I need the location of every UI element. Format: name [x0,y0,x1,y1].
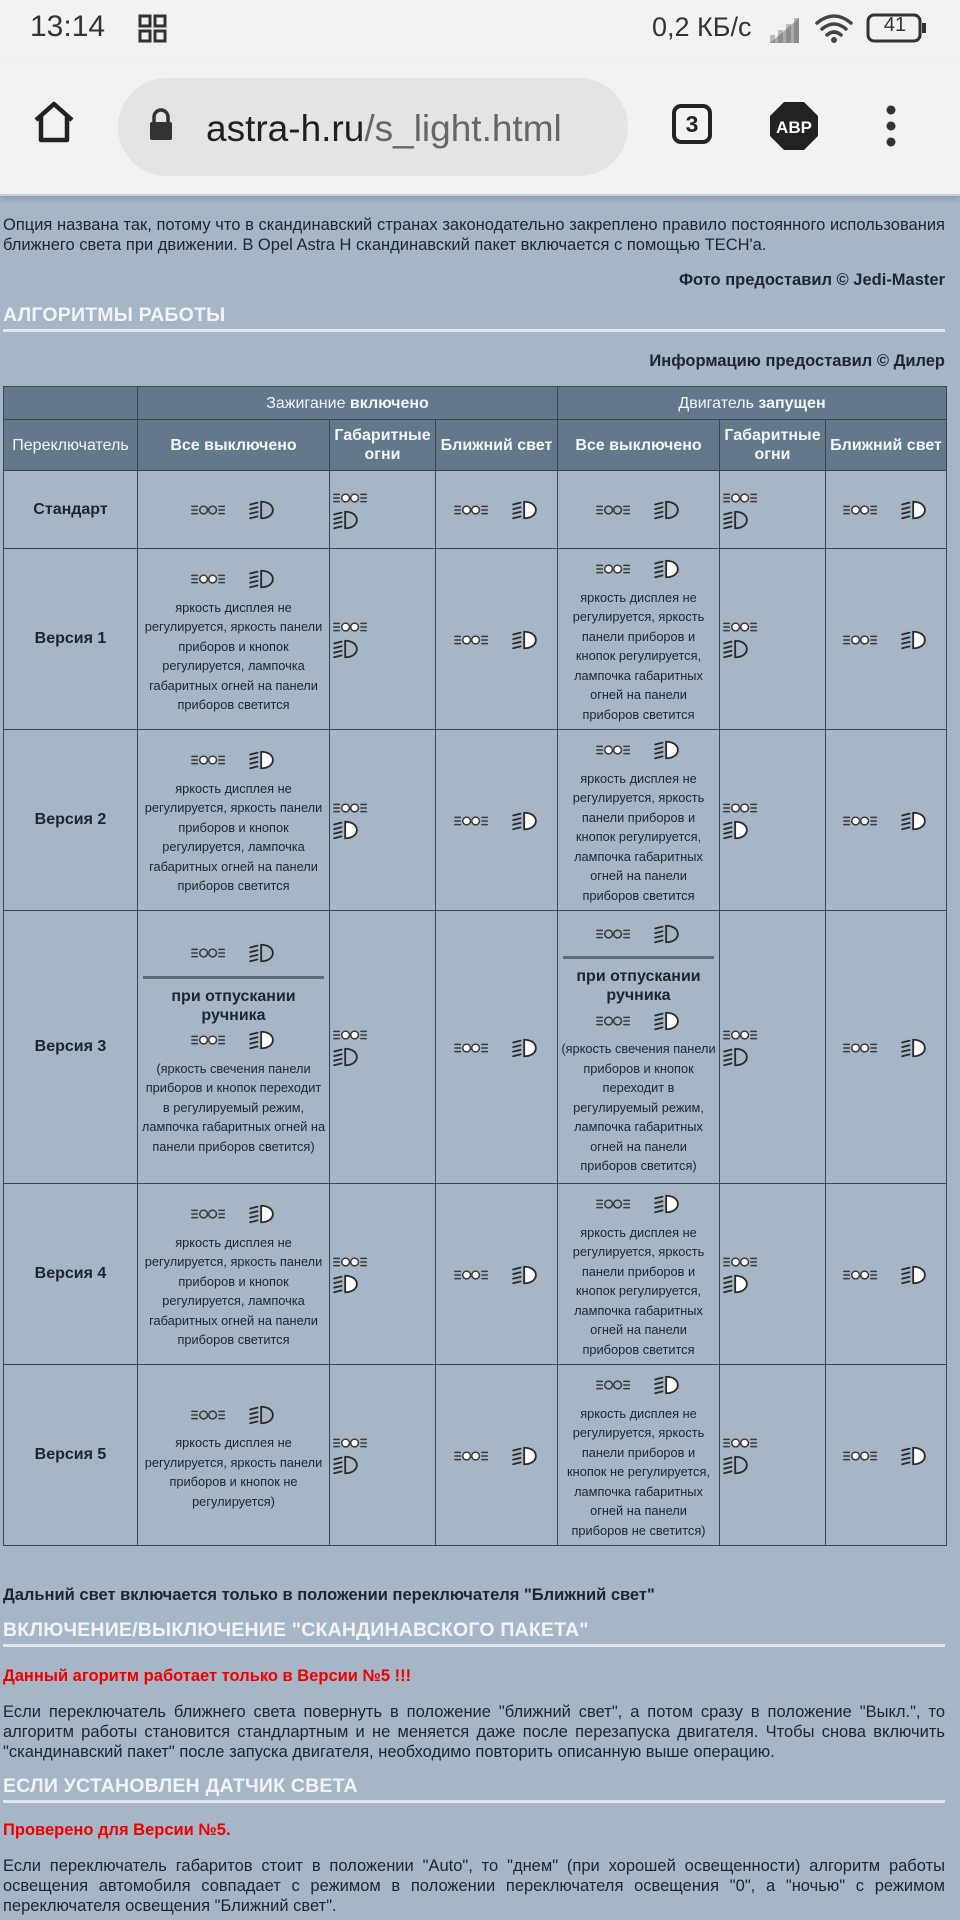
sidelight-on-icon [333,1253,432,1271]
cell-all-off [138,1184,330,1365]
low-beam-on-icon [654,558,682,580]
sidelight-on-icon [454,1447,490,1465]
cell-sidelights [720,471,826,549]
low-beam-on-icon [333,819,432,841]
network-speed: 0,2 КБ/с [652,12,752,42]
low-beam-on-icon [901,1445,929,1467]
adblock-icon[interactable] [768,100,820,157]
cell-note: яркость дисплея не регулируется, яркость панели приборов и кнопок не регулируется, лампочка габаритных огней на панели приборов не светится) [567,1405,710,1538]
cell-low-beam [826,730,947,911]
low-beam-on-icon [654,739,682,761]
signal-icon [770,15,804,48]
row-label: Версия 3 [4,911,138,1184]
cell-sidelights [720,1184,826,1365]
sidelight-on-icon [191,751,227,769]
cell-sidelights [330,1184,436,1365]
lock-icon [148,108,174,147]
cell-all-off [558,1184,720,1365]
header-all-off-ign: Все выключено [138,420,330,471]
sidelight-off-icon [191,501,227,519]
photo-credit: Фото предоставил © Jedi-Master [678,271,945,289]
divider [563,956,714,959]
version5-warning: Данный агоритм работает только в Версии №5 !!! [3,1667,412,1685]
cell-sidelights [330,471,436,549]
header-empty [4,387,138,420]
sidelight-on-icon [333,1434,432,1452]
intro-paragraph: Опция названа так, потому что в скандинавский странах законодательно закреплено правило постоянного использования ближнего света при движении. В Opel Astra H скандинавский пакет включается с помощью TECH'a. [3,216,945,254]
cell-low-beam [826,1365,947,1546]
cell-note: яркость дисплея не регулируется, яркость панели приборов и кнопок не регулируется) [144,1435,323,1509]
table-row [4,730,947,911]
cell-sidelights [720,730,826,911]
low-beam-on-icon [512,1037,540,1059]
low-beam-off-icon [723,638,822,660]
low-beam-on-icon [249,749,277,771]
sidelight-on-icon [454,1039,490,1057]
low-beam-off-icon [333,638,432,660]
table-row [4,1184,947,1365]
wifi-icon [814,12,854,49]
low-beam-on-icon [901,499,929,521]
low-beam-on-icon [723,819,822,841]
app-grid-icon [138,14,168,49]
sidelight-on-icon [454,501,490,519]
low-beam-on-icon [512,629,540,651]
url-path: /s_light.html [364,108,562,149]
section-heading-toggle: ВКЛЮЧЕНИЕ/ВЫКЛЮЧЕНИЕ "СКАНДИНАВСКОГО ПАКЕТА" [3,1619,945,1647]
cell-all-off [138,911,330,1184]
tab-switcher-button[interactable]: 3 [672,104,712,144]
sidelight-on-icon [843,1447,879,1465]
cell-all-off [558,1365,720,1546]
header-sidelights-eng: Габаритные огни [720,420,826,471]
row-label: Версия 4 [4,1184,138,1365]
cell-note: яркость дисплея не регулируется, яркость панели приборов и кнопок регулируется, лампочка габаритных огней на панели приборов светится [572,1224,705,1357]
cell-all-off [138,730,330,911]
sidelight-on-icon [191,1031,227,1049]
sidelight-on-icon [843,501,879,519]
cell-low-beam [826,1184,947,1365]
low-beam-off-icon [249,568,277,590]
cell-all-off [558,730,720,911]
address-bar[interactable] [118,78,628,176]
table-row [4,471,947,549]
cell-low-beam [436,730,558,911]
low-beam-off-icon [333,1454,432,1476]
low-beam-on-icon [901,810,929,832]
sidelight-on-icon [333,618,432,636]
table-header-row [4,420,947,471]
clock: 13:14 [30,10,106,43]
table-row [4,549,947,730]
handbrake-release-label: при отпускании ручника [576,968,701,1005]
low-beam-on-icon [512,810,540,832]
cell-note: яркость дисплея не регулируется, яркость панели приборов и кнопок регулируется, лампочка габаритных огней на панели приборов светится [572,589,705,722]
cell-all-off [138,1365,330,1546]
group-header-ignition: Зажигание включено [138,387,558,420]
cell-note: яркость дисплея не регулируется, яркость панели приборов и кнопок регулируется, лампочка габаритных огней на панели приборов светится [144,1234,323,1347]
cell-sidelights [330,549,436,730]
sidelight-off-icon [596,1012,632,1030]
low-beam-on-icon [723,1273,822,1295]
sidelight-on-icon [723,799,822,817]
cell-low-beam [826,911,947,1184]
low-beam-on-icon [512,1264,540,1286]
sidelight-on-icon [723,618,822,636]
battery-level: 41 [883,14,907,36]
url-text[interactable] [206,108,562,150]
browser-toolbar [0,60,960,196]
sidelight-on-icon [333,799,432,817]
low-beam-on-icon [654,1193,682,1215]
cell-sidelights [330,730,436,911]
sidelight-off-icon [191,944,227,962]
sidelight-on-icon [596,741,632,759]
cell-low-beam [436,911,558,1184]
low-beam-off-icon [723,509,822,531]
low-beam-on-icon [249,1029,277,1051]
sidelight-on-icon [843,812,879,830]
info-credit: Информацию предоставил © Дилер [649,352,945,370]
table-group-row [4,387,947,420]
low-beam-on-icon [333,1273,432,1295]
handbrake-release-label: при отпускании ручника [171,987,296,1024]
toggle-description: Если переключатель ближнего света повернуть в положение "ближний свет", а потом сразу в положение "Выкл.", то алгоритм работы становится стандлартным и не меняется даже после перезапуска двигателя. Чтобы снова включить "скандинавский пакет" после запуска двигателя, необходимо повторить описанную выше операцию. [3,1703,945,1761]
low-beam-on-icon [901,1264,929,1286]
cell-sidelights [720,549,826,730]
sidelight-on-icon [454,1266,490,1284]
checked-version5: Проверено для Версии №5. [3,1821,231,1839]
sidelight-off-icon [191,1406,227,1424]
low-beam-off-icon [249,1404,277,1426]
row-label: Версия 1 [4,549,138,730]
low-beam-off-icon [723,1046,822,1068]
low-beam-off-icon [249,499,277,521]
cell-low-beam [826,471,947,549]
sidelight-on-icon [843,1266,879,1284]
header-lowbeam-ign: Ближний свет [436,420,558,471]
row-label: Версия 5 [4,1365,138,1546]
cell-low-beam [436,1184,558,1365]
url-domain: astra-h.ru [206,108,365,149]
low-beam-on-icon [654,1374,682,1396]
group-header-engine: Двигатель запущен [558,387,947,420]
sidelight-off-icon [596,1195,632,1213]
sidelight-off-icon [596,1376,632,1394]
table-row [4,1365,947,1546]
cell-note: (яркость свечения панели приборов и кнопок переходит в регулируемый режим, лампочка габаритных огней на панели приборов светится) [561,1041,716,1174]
low-beam-on-icon [901,1037,929,1059]
sensor-description: Если переключатель габаритов стоит в положении "Auto", то "днем" (при хорошей освещенности) алгоритм работы освещения автомобиля совпадает с режимом в положении переключателя освещения "0", а "ночью" с режимом переключателя освещения "Ближний свет". [3,1857,945,1915]
sidelight-on-icon [723,1434,822,1452]
sidelight-on-icon [596,560,632,578]
cell-sidelights [720,1365,826,1546]
low-beam-off-icon [333,1046,432,1068]
status-bar [0,0,960,60]
sidelight-on-icon [723,489,822,507]
row-label: Версия 2 [4,730,138,911]
cell-note: яркость дисплея не регулируется, яркость панели приборов и кнопок регулируется, лампочка габаритных огней на панели приборов светится [144,780,323,893]
table-row [4,911,947,1184]
low-beam-off-icon [654,923,682,945]
section-heading-sensor: ЕСЛИ УСТАНОВЛЕН ДАТЧИК СВЕТА [3,1775,945,1803]
cell-all-off [138,549,330,730]
header-sidelights-ign: Габаритные огни [330,420,436,471]
cell-note: яркость дисплея не регулируется, яркость панели приборов и кнопок регулируется, лампочка габаритных огней на панели приборов светится [144,599,323,712]
sidelight-off-icon [596,501,632,519]
sidelight-on-icon [723,1253,822,1271]
sidelight-on-icon [333,1026,432,1044]
cell-sidelights [720,911,826,1184]
sidelight-on-icon [843,631,879,649]
low-beam-on-icon [512,1445,540,1467]
section-heading-algorithms: АЛГОРИТМЫ РАБОТЫ [3,304,945,332]
cell-low-beam [826,549,947,730]
overflow-menu-icon[interactable] [885,104,897,153]
sidelight-on-icon [843,1039,879,1057]
low-beam-off-icon [723,1454,822,1476]
sidelight-on-icon [454,812,490,830]
sidelight-off-icon [191,1205,227,1223]
cell-note: (яркость свечения панели приборов и кнопок переходит в регулируемый режим, лампочка габаритных огней на панели приборов светится) [141,1060,326,1154]
low-beam-off-icon [249,942,277,964]
cell-all-off [558,549,720,730]
cell-low-beam [436,1365,558,1546]
cell-note: яркость дисплея не регулируется, яркость панели приборов и кнопок регулируется, лампочка габаритных огней на панели приборов светится [572,770,705,903]
algorithm-table [3,386,947,1546]
cell-sidelights [330,1365,436,1546]
cell-low-beam [436,471,558,549]
cell-sidelights [330,911,436,1184]
low-beam-on-icon [512,499,540,521]
page-content [0,196,960,1920]
cell-low-beam [436,549,558,730]
low-beam-on-icon [654,1010,682,1032]
row-label: Стандарт [4,471,138,549]
sidelight-on-icon [454,631,490,649]
cell-all-off [558,471,720,549]
header-lowbeam-eng: Ближний свет [826,420,947,471]
header-all-off-eng: Все выключено [558,420,720,471]
header-switch: Переключатель [4,420,138,471]
sidelight-on-icon [191,570,227,588]
low-beam-off-icon [333,509,432,531]
cell-all-off [138,471,330,549]
divider [143,976,324,979]
home-icon[interactable] [30,98,78,151]
low-beam-on-icon [249,1203,277,1225]
low-beam-off-icon [654,499,682,521]
high-beam-note: Дальний свет включается только в положении переключателя "Ближний свет" [3,1586,655,1604]
sidelight-off-icon [596,925,632,943]
cell-all-off [558,911,720,1184]
low-beam-on-icon [901,629,929,651]
sidelight-on-icon [333,489,432,507]
adblock-label: ABP [776,118,812,137]
sidelight-on-icon [723,1026,822,1044]
